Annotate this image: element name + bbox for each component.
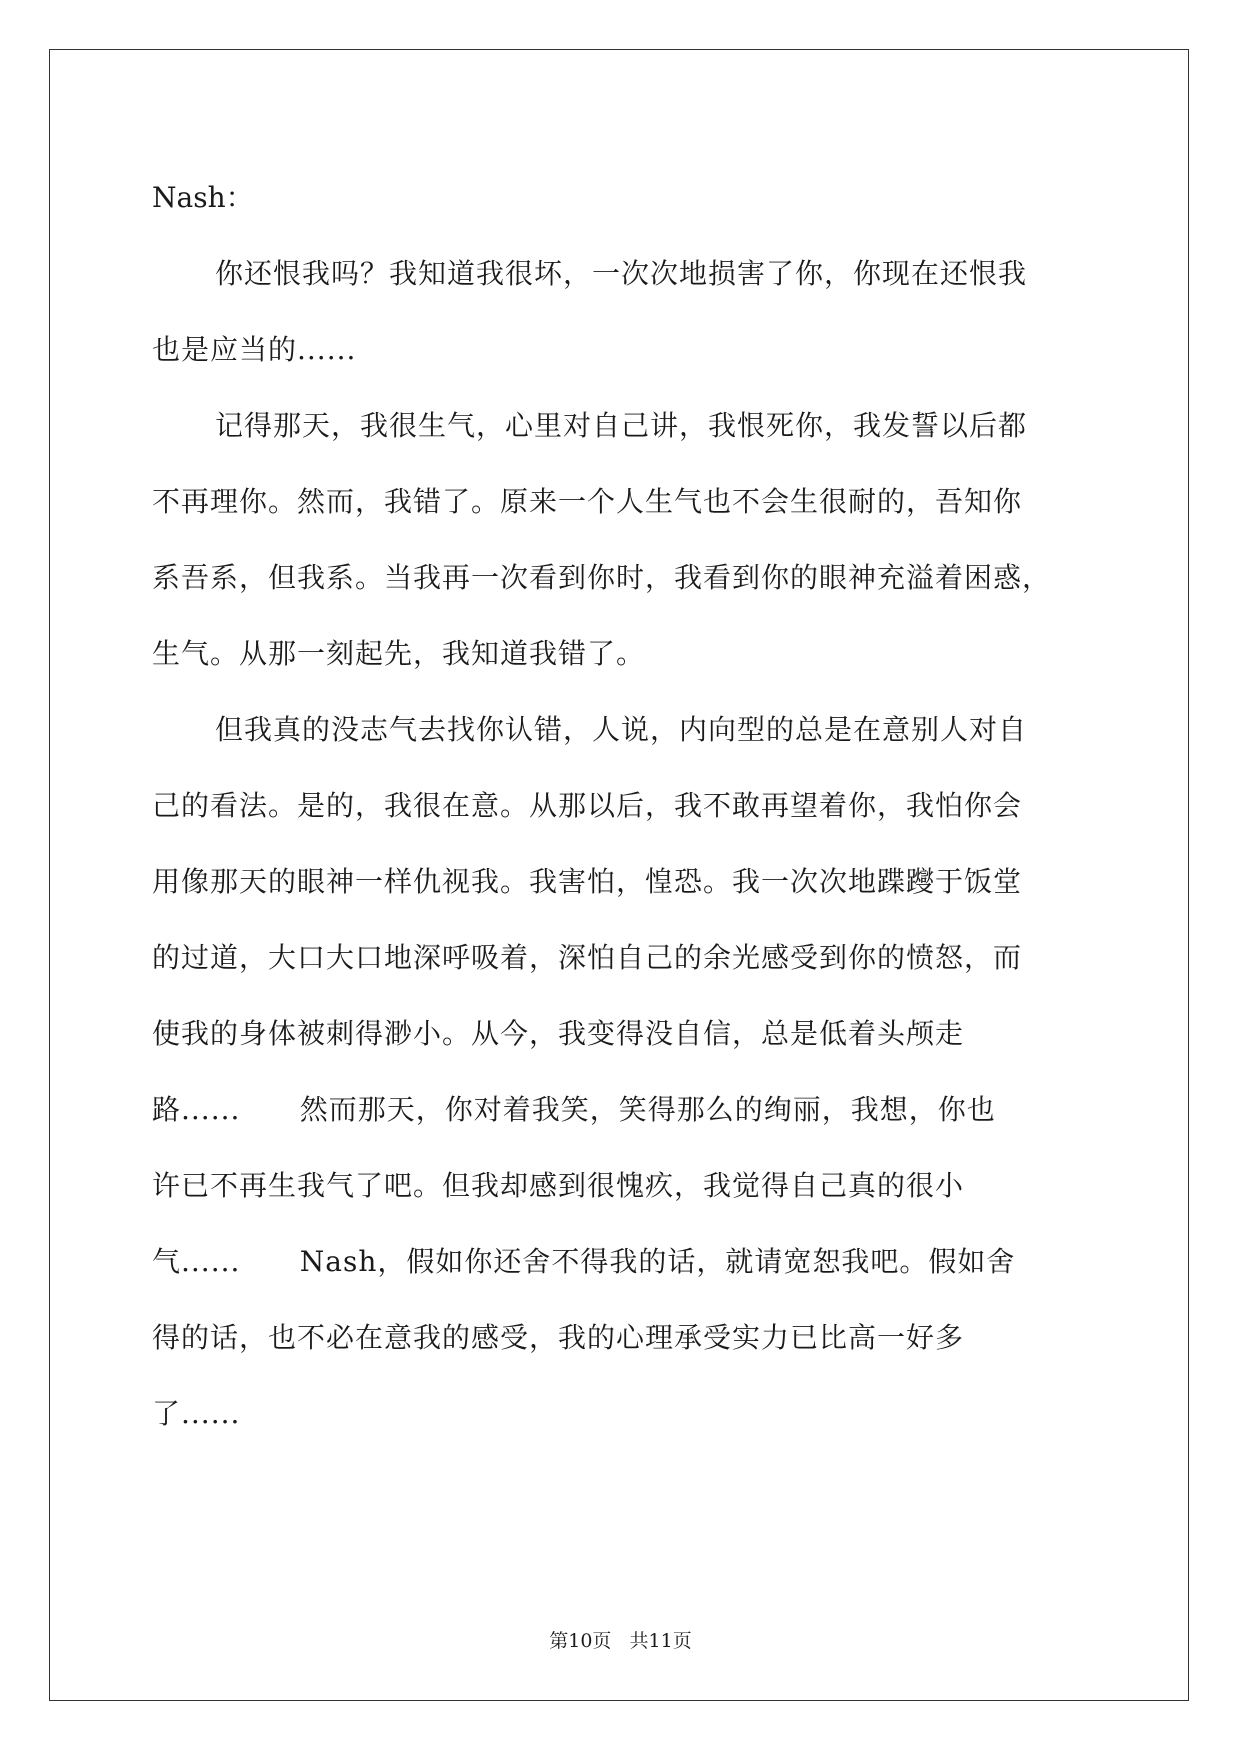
text-line: 生气。从那一刻起先，我知道我错了。: [152, 637, 646, 670]
text-line: 你还恨我吗？我知道我很坏，一次次地损害了你，你现在还恨我: [215, 257, 1028, 290]
text-line: 得的话，也不必在意我的感受，我的心理承受实力已比高一好多: [152, 1321, 965, 1354]
text-line: 系吾系，但我系。当我再一次看到你时，我看到你的眼神充溢着困惑，: [152, 561, 1052, 594]
text-line: 气...... Nash，假如你还舍不得我的话，就请宽恕我吧。假如舍: [152, 1245, 1016, 1278]
text-line: 也是应当的......: [152, 333, 357, 366]
text-line: 使我的身体被刺得渺小。从今，我变得没自信，总是低着头颅走: [152, 1017, 965, 1050]
text-line: 不再理你。然而，我错了。原来一个人生气也不会生很耐的，吾知你: [152, 485, 1023, 518]
letter-body: [152, 160, 1092, 1452]
text-line: 用像那天的眼神一样仇视我。我害怕，惶恐。我一次次地蹀躞于饭堂: [152, 865, 1023, 898]
text-line: 的过道，大口大口地深呼吸着，深怕自己的余光感受到你的愤怒，而: [152, 941, 1023, 974]
text-line: 但我真的没志气去找你认错，人说，内向型的总是在意别人对自: [215, 713, 1028, 746]
page-footer: [0, 1626, 1241, 1653]
text-line: 路...... 然而那天，你对着我笑，笑得那么的绚丽，我想，你也: [152, 1093, 996, 1126]
text-line: 己的看法。是的，我很在意。从那以后，我不敢再望着你，我怕你会: [152, 789, 1023, 822]
salutation: Nash：: [152, 181, 254, 214]
page-number: 第10页 共11页: [549, 1630, 692, 1652]
text-line: 许已不再生我气了吧。但我却感到很愧疚，我觉得自己真的很小: [152, 1169, 965, 1202]
text-line: 了......: [152, 1397, 241, 1430]
text-line: 记得那天，我很生气，心里对自己讲，我恨死你，我发誓以后都: [215, 409, 1028, 442]
